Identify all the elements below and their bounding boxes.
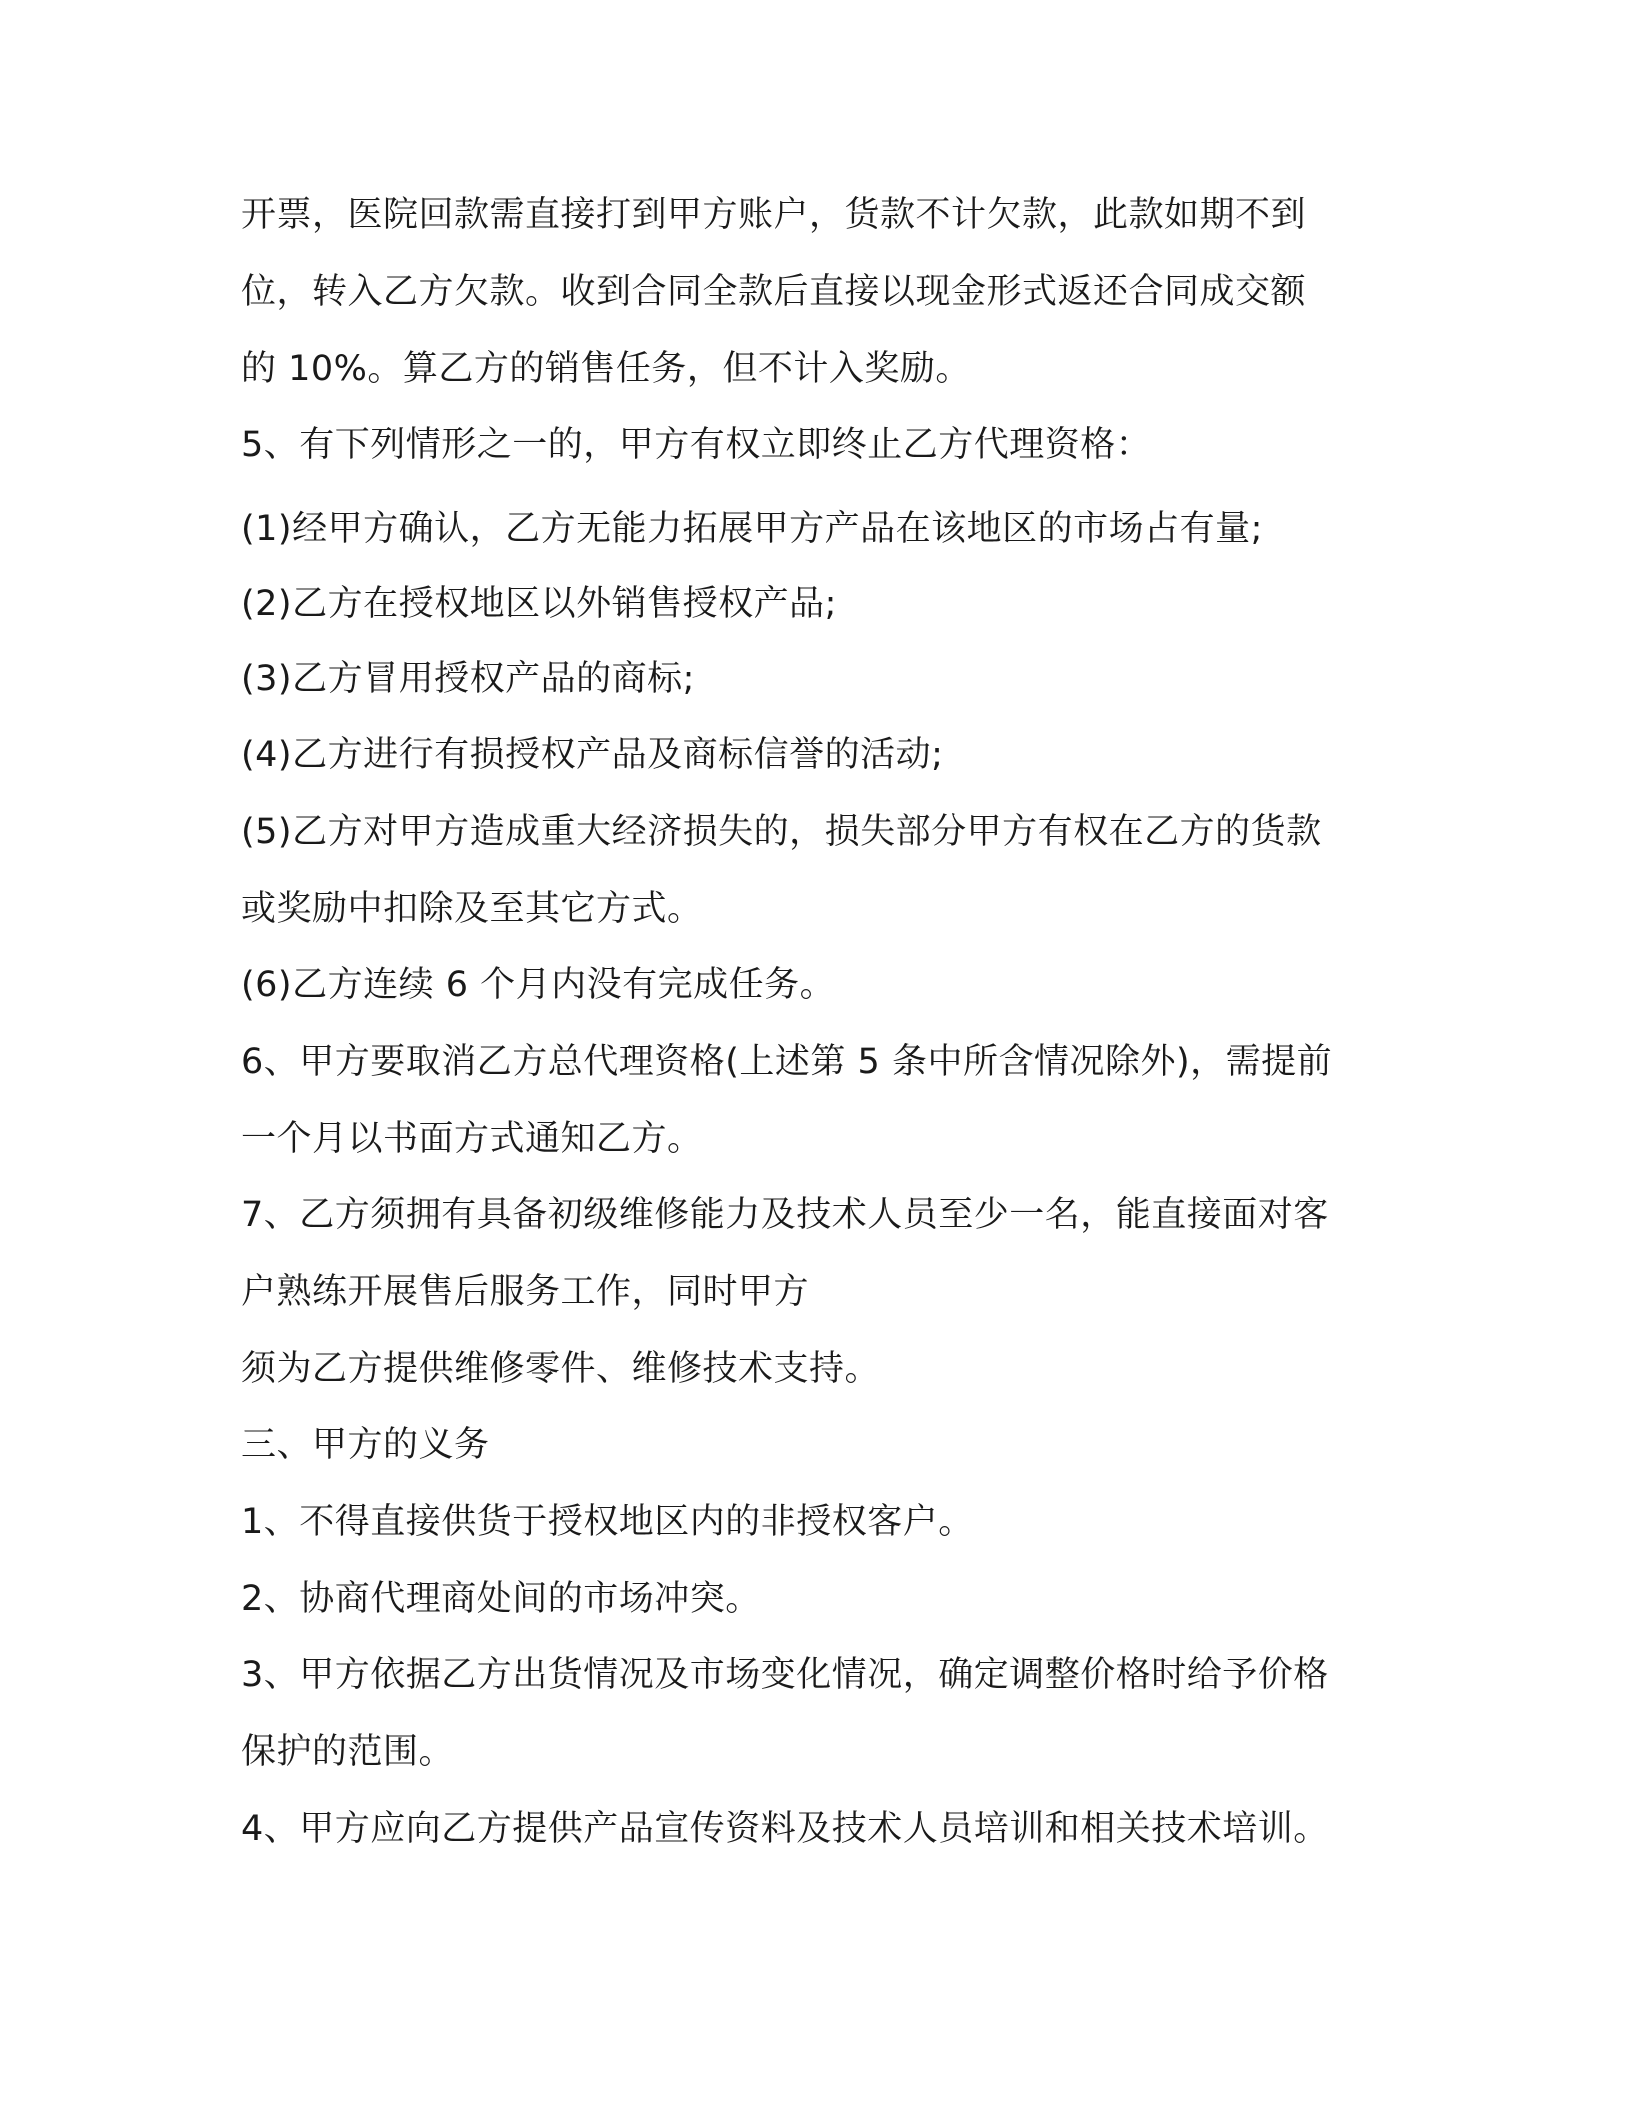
text-line: (2)乙方在授权地区以外销售授权产品; <box>241 584 837 624</box>
text-line: (6)乙方连续 6 个月内没有完成任务。 <box>241 965 836 1005</box>
text-line: (5)乙方对甲方造成重大经济损失的，损失部分甲方有权在乙方的货款 <box>241 812 1322 852</box>
text-line: 须为乙方提供维修零件、维修技术支持。 <box>241 1349 881 1389</box>
text-line: 2、协商代理商处间的市场冲突。 <box>241 1579 761 1619</box>
text-line: 一个月以书面方式通知乙方。 <box>241 1119 703 1159</box>
text-line: 开票，医院回款需直接打到甲方账户，货款不计欠款，此款如期不到 <box>241 195 1307 235</box>
text-line: 3、甲方依据乙方出货情况及市场变化情况，确定调整价格时给予价格 <box>241 1655 1329 1695</box>
text-line: 5、有下列情形之一的，甲方有权立即终止乙方代理资格： <box>241 425 1152 465</box>
text-line: 保护的范围。 <box>241 1732 455 1772</box>
text-line: 6、甲方要取消乙方总代理资格(上述第 5 条中所含情况除外)，需提前 <box>241 1042 1333 1082</box>
section-heading: 三、甲方的义务 <box>241 1425 490 1465</box>
text-line: 或奖励中扣除及至其它方式。 <box>241 889 703 929</box>
text-line: (3)乙方冒用授权产品的商标; <box>241 659 695 699</box>
text-line: (4)乙方进行有损授权产品及商标信誉的活动; <box>241 735 944 775</box>
text-line: 户熟练开展售后服务工作，同时甲方 <box>241 1272 810 1312</box>
text-line: 的 10%。算乙方的销售任务，但不计入奖励。 <box>241 349 971 389</box>
text-line: (1)经甲方确认，乙方无能力拓展甲方产品在该地区的市场占有量; <box>241 509 1263 549</box>
text-line: 位，转入乙方欠款。收到合同全款后直接以现金形式返还合同成交额 <box>241 272 1307 312</box>
text-line: 7、乙方须拥有具备初级维修能力及技术人员至少一名，能直接面对客 <box>241 1195 1329 1235</box>
text-line: 4、甲方应向乙方提供产品宣传资料及技术人员培训和相关技术培训。 <box>241 1809 1329 1849</box>
text-line: 1、不得直接供货于授权地区内的非授权客户。 <box>241 1502 974 1542</box>
